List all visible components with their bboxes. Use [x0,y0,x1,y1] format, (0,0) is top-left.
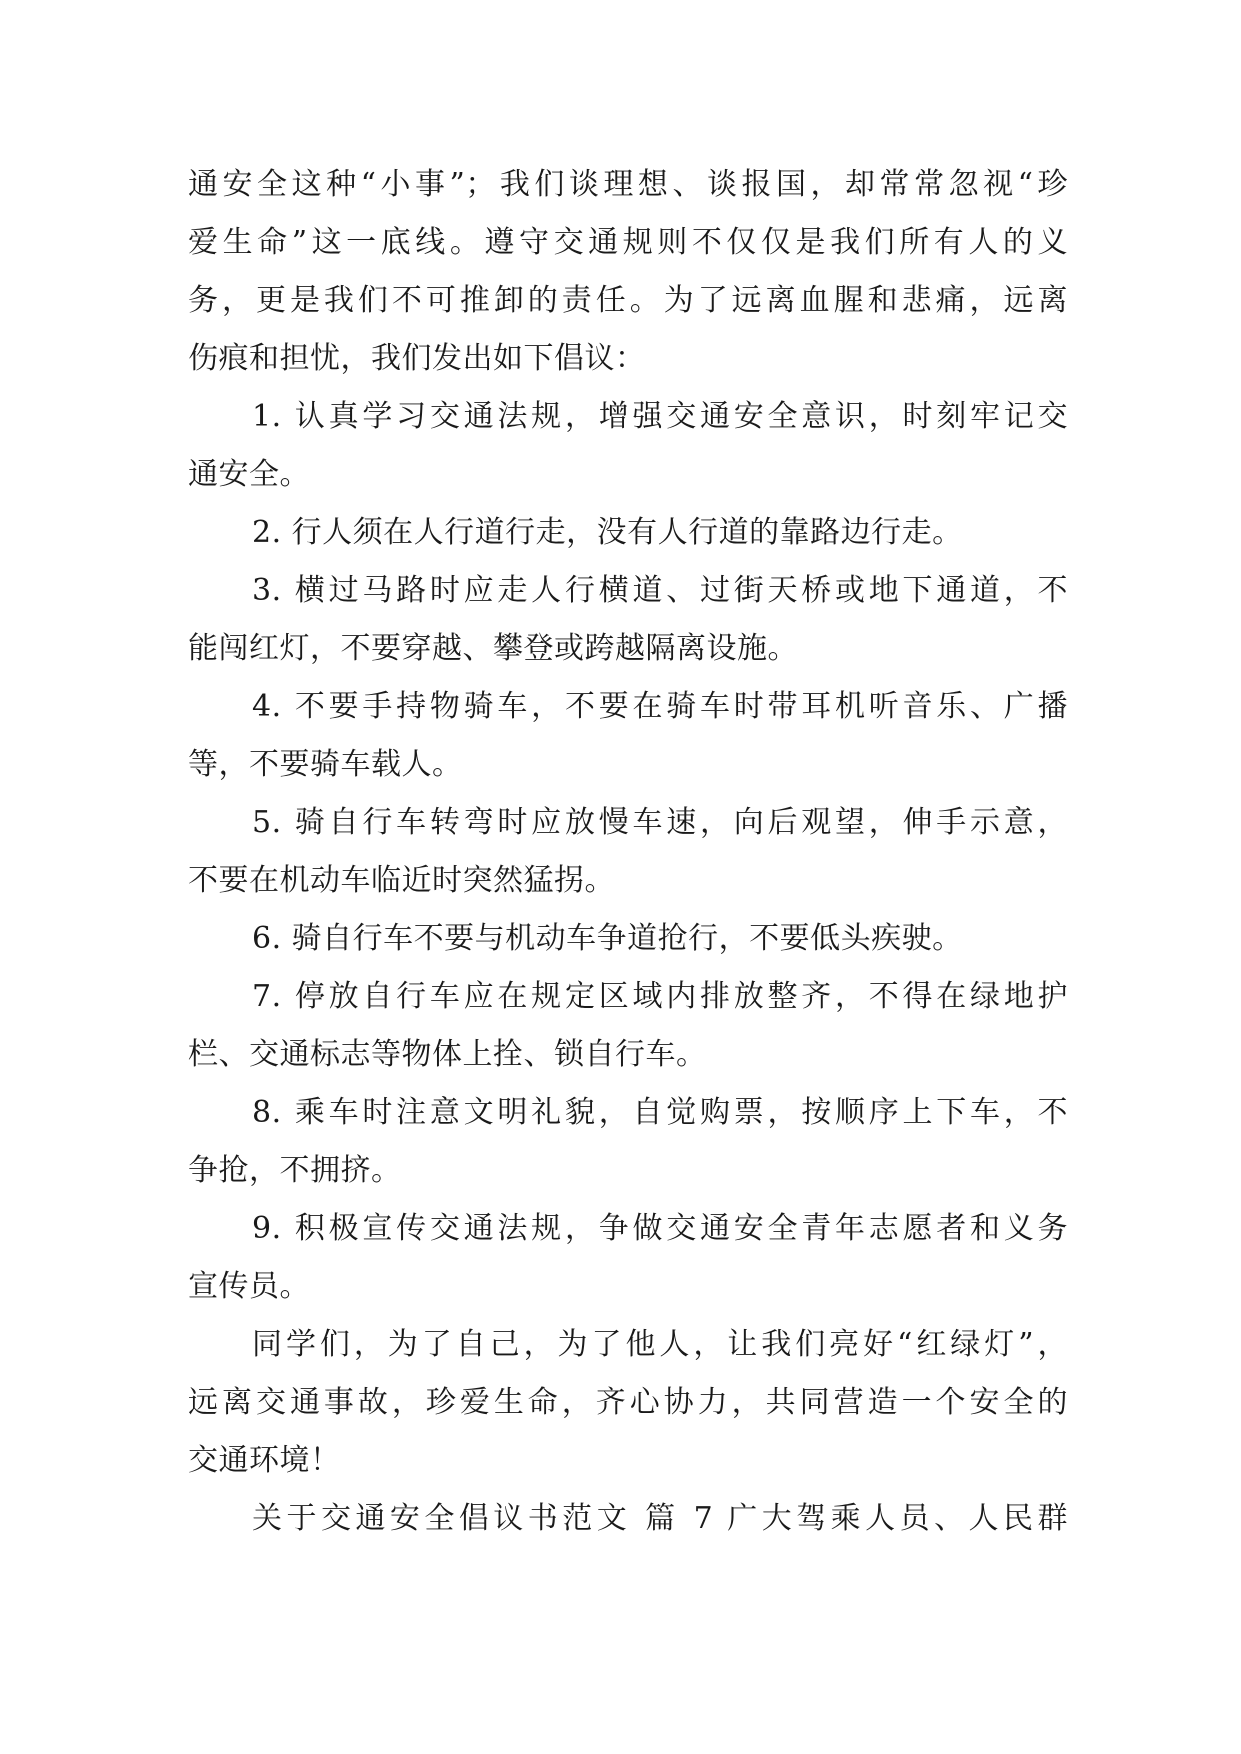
text-line: 交通环境！ [188,1443,341,1478]
body-text [188,156,1068,1548]
text-line: 8. 乘车时注意文明礼貌，自觉购票，按顺序上下车，不 [252,1095,1068,1130]
text-line: 3. 横过马路时应走人行横道、过街天桥或地下通道，不 [252,573,1068,608]
text-line: 等，不要骑车载人。 [188,747,463,782]
text-line: 通安全。 [188,457,310,492]
text-line: 不要在机动车临近时突然猛拐。 [188,863,615,898]
text-line: 远离交通事故，珍爱生命，齐心协力，共同营造一个安全的 [188,1385,1068,1420]
text-line: 争抢，不拥挤。 [188,1153,402,1188]
text-line: 通安全这种“小事”；我们谈理想、谈报国，却常常忽视“珍 [188,167,1068,202]
text-line: 务，更是我们不可推卸的责任。为了远离血腥和悲痛，远离 [188,283,1068,318]
text-line: 5. 骑自行车转弯时应放慢车速，向后观望，伸手示意， [252,805,1068,840]
text-line: 爱生命”这一底线。遵守交通规则不仅仅是我们所有人的义 [188,225,1068,260]
text-line: 6. 骑自行车不要与机动车争道抢行，不要低头疾驶。 [252,921,963,956]
text-line: 7. 停放自行车应在规定区域内排放整齐，不得在绿地护 [252,979,1068,1014]
text-line: 同学们，为了自己，为了他人，让我们亮好“红绿灯”， [252,1327,1068,1362]
text-line: 9. 积极宣传交通法规，争做交通安全青年志愿者和义务 [252,1211,1068,1246]
text-line: 关于交通安全倡议书范文 篇 7 广大驾乘人员、人民群 [252,1501,1068,1536]
text-line: 宣传员。 [188,1269,310,1304]
text-line: 1. 认真学习交通法规，增强交通安全意识，时刻牢记交 [252,399,1068,434]
text-line: 栏、交通标志等物体上拴、锁自行车。 [188,1037,707,1072]
text-line: 能闯红灯，不要穿越、攀登或跨越隔离设施。 [188,631,798,666]
text-line: 4. 不要手持物骑车，不要在骑车时带耳机听音乐、广播 [252,689,1068,724]
text-line: 2. 行人须在人行道行走，没有人行道的靠路边行走。 [252,515,963,550]
text-line: 伤痕和担忧，我们发出如下倡议： [188,341,646,376]
